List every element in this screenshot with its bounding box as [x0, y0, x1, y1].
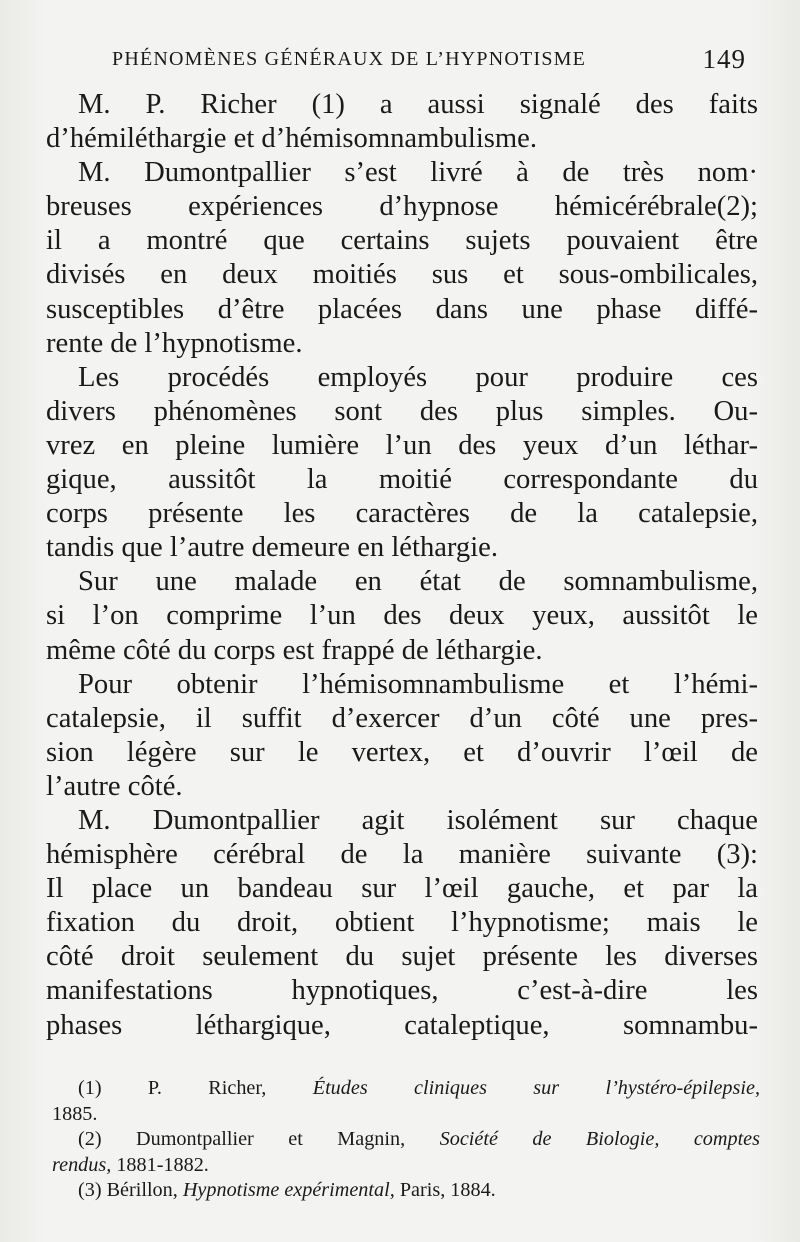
footnote-2-cont — [52, 1153, 760, 1179]
footnote-2-title: Société de Biologie, comptes — [439, 1128, 761, 1151]
footnote-1-lead: (1) P. Richer, — [78, 1077, 267, 1099]
text-line: côté droit seulement du sujet présente les diverses — [46, 941, 758, 973]
text-line: M. Dumontpallier s’est livré à de très nom· — [78, 157, 758, 189]
text-line: rente de l’hypnotisme. — [46, 327, 303, 359]
text-line: Sur une malade en état de somnambulisme, — [78, 566, 758, 598]
text-line: d’hémiléthargie et d’hémisomnambulisme. — [46, 123, 538, 155]
text-line: catalepsie, il suffit d’exercer d’un côté une pres- — [46, 702, 758, 734]
text-line: corps présente les caractères de la catalepsie, — [46, 498, 758, 530]
text-line: M. P. Richer (1) a aussi signalé des faits — [78, 89, 758, 120]
text-line: tandis que l’autre demeure en léthargie. — [46, 532, 499, 564]
text-line: il a montré que certains sujets pouvaient être — [46, 225, 758, 257]
footnote-2-tail: 1881-1882. — [116, 1153, 209, 1176]
text-line: gique, aussitôt la moitié correspondante du — [46, 464, 758, 496]
footnote-1 — [52, 1076, 760, 1102]
text-line: manifestations hypnotiques, c’est-à-dire les — [46, 975, 758, 1007]
text-line: vrez en pleine lumière l’un des yeux d’un léthar- — [46, 429, 758, 461]
text-line: susceptibles d’être placées dans une phase diffé- — [46, 293, 758, 325]
footnote-1-title: Études cliniques sur l’hystéro-épilepsie, — [312, 1077, 761, 1099]
text-line: hémisphère cérébral de la manière suivante (3): — [46, 839, 758, 871]
text-line: sion légère sur le vertex, et d’ouvrir l’œil de — [46, 736, 758, 768]
running-head-title: PHÉNOMÈNES GÉNÉRAUX DE L’HYPNOTISME — [112, 48, 587, 70]
footnote-2-lead: (2) Dumontpallier et Magnin, — [78, 1128, 406, 1151]
body-text — [46, 88, 758, 1043]
text-line: l’autre côté. — [46, 770, 183, 802]
footnote-1-tail: 1885. — [52, 1102, 98, 1125]
footnote-2 — [52, 1127, 760, 1153]
text-line: divisés en deux moitiés sus et sous-ombilicales, — [46, 259, 758, 291]
text-line: breuses expériences d’hypnose hémicérébrale(2); — [46, 191, 758, 223]
text-line: même côté du corps est frappé de léthargie. — [46, 634, 543, 666]
text-line: fixation du droit, obtient l’hypnotisme; mais le — [46, 907, 758, 939]
footnote-3-tail: Paris, 1884. — [399, 1179, 496, 1202]
text-line: Il place un bandeau sur l’œil gauche, et par la — [46, 873, 758, 905]
footnotes — [52, 1076, 760, 1204]
footnote-3 — [52, 1178, 760, 1204]
text-line: Pour obtenir l’hémisomnambulisme et l’hémi- — [78, 668, 758, 700]
footnote-3-title: Hypnotisme expérimental, — [182, 1179, 395, 1202]
text-line: divers phénomènes sont des plus simples. Ou- — [46, 395, 758, 427]
text-line: phases léthargique, cataleptique, somnambu- — [46, 1009, 758, 1041]
running-head — [112, 44, 748, 78]
text-line: M. Dumontpallier agit isolément sur chaque — [78, 804, 758, 836]
footnote-2-title-cont: rendus, — [52, 1153, 112, 1176]
text-line: Les procédés employés pour produire ces — [78, 361, 758, 393]
text-line: si l’on comprime l’un des deux yeux, aussitôt le — [46, 600, 758, 632]
page-number: 149 — [702, 44, 746, 74]
footnote-3-lead: (3) Bérillon, — [78, 1179, 178, 1202]
